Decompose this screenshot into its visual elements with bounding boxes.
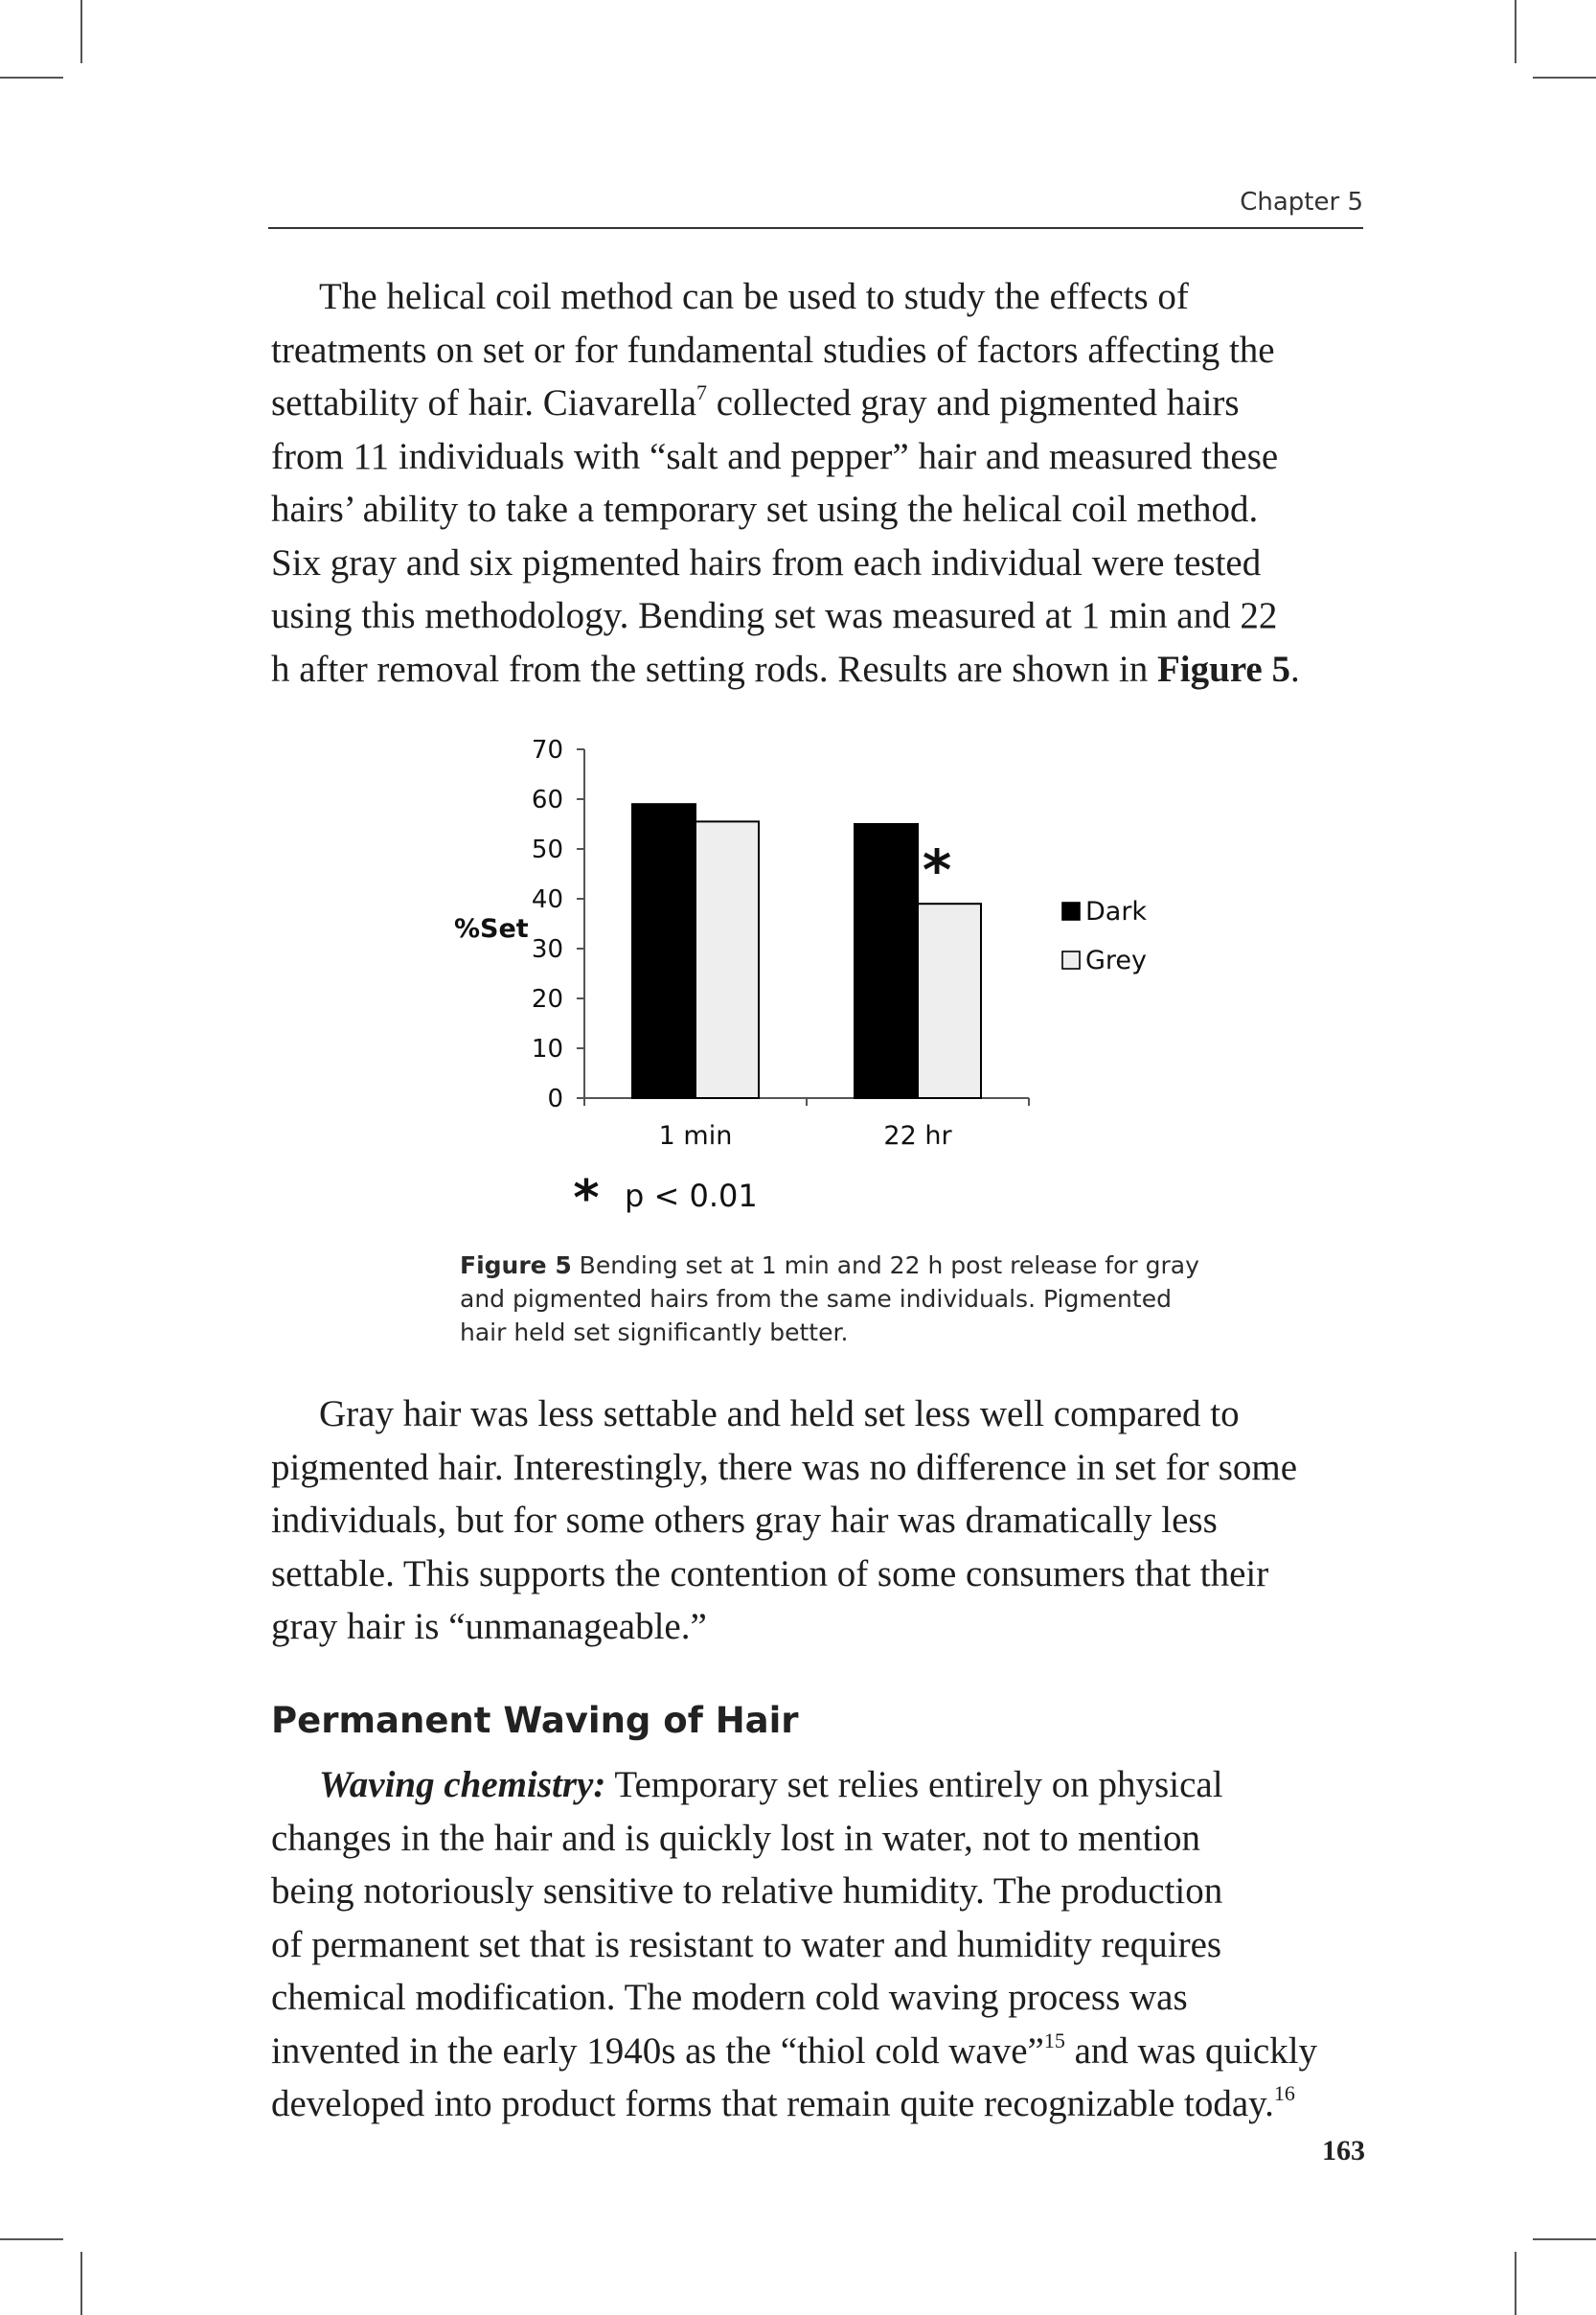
- crop-mark-top-left-horizontal: [0, 77, 63, 79]
- figure-reference: Figure 5: [1156, 648, 1290, 690]
- text-line: settable. This supports the contention of some consumers that their: [271, 1552, 1269, 1594]
- significance-marker: *: [922, 837, 952, 903]
- figure-5: [422, 719, 1188, 1246]
- legend-label-grey: Grey: [1085, 946, 1148, 975]
- crop-mark-bottom-left-horizontal: [0, 2238, 63, 2240]
- bar-dark-22-hr: [855, 824, 918, 1098]
- legend-swatch-dark: [1062, 903, 1080, 920]
- y-tick-label: 10: [531, 1035, 563, 1064]
- caption-line: Figure 5 Bending set at 1 min and 22 h post release for gray: [460, 1251, 1199, 1279]
- crop-mark-bottom-right-horizontal: [1533, 2238, 1596, 2240]
- legend-swatch-grey: [1062, 951, 1080, 969]
- y-tick-label: 70: [531, 736, 563, 765]
- paragraph-waving-chemistry: [271, 1758, 1368, 2131]
- text-line: hairs’ ability to take a temporary set using the helical coil method.: [271, 489, 1259, 530]
- x-tick-label: 22 hr: [883, 1121, 952, 1151]
- text-line: Waving chemistry: Temporary set relies entirely on physical: [319, 1764, 1223, 1805]
- legend-label-dark: Dark: [1085, 897, 1148, 927]
- running-head: Chapter 5: [1240, 188, 1363, 217]
- section-heading: Permanent Waving of Hair: [271, 1700, 799, 1741]
- text-line: h after removal from the setting rods. Results are shown in Figure 5.: [271, 648, 1300, 690]
- text-line: Six gray and six pigmented hairs from each individual were tested: [271, 541, 1262, 584]
- caption-label: Figure 5: [460, 1251, 572, 1279]
- caption-line: hair held set significantly better.: [460, 1318, 849, 1346]
- y-tick-label: 0: [547, 1085, 563, 1113]
- text-line: The helical coil method can be used to study the effects of: [319, 276, 1189, 317]
- text-line: individuals, but for some others gray hair was dramatically less: [271, 1500, 1218, 1541]
- crop-mark-bottom-right-vertical: [1515, 2252, 1516, 2315]
- significance-note-asterisk: *: [573, 1170, 600, 1227]
- bar-grey-1-min: [695, 821, 759, 1098]
- y-tick-label: 40: [531, 885, 563, 914]
- crop-mark-top-right-vertical: [1515, 0, 1516, 63]
- text-line: changes in the hair and is quickly lost in water, not to mention: [271, 1817, 1200, 1859]
- y-axis-label: %Set: [454, 914, 529, 944]
- paragraph-gray-hair: [271, 1387, 1368, 1654]
- text-line: using this methodology. Bending set was measured at 1 min and 22: [271, 595, 1278, 636]
- page-number: 163: [1322, 2135, 1365, 2166]
- y-tick-label: 50: [531, 836, 563, 864]
- caption-line: and pigmented hairs from the same individuals. Pigmented: [460, 1285, 1172, 1313]
- figure-caption: [460, 1249, 1199, 1349]
- text-line: gray hair is “unmanageable.”: [271, 1606, 707, 1647]
- x-tick-label: 1 min: [658, 1121, 733, 1151]
- text-line: treatments on set or for fundamental studies of factors affecting the: [271, 329, 1275, 371]
- text-line: pigmented hair. Interestingly, there was no difference in set for some: [271, 1446, 1298, 1488]
- text-line: from 11 individuals with “salt and pepper” hair and measured these: [271, 435, 1279, 477]
- y-tick-label: 60: [531, 786, 563, 814]
- y-tick-label: 30: [531, 935, 563, 964]
- citation-superscript: 7: [696, 380, 708, 404]
- text-line: invented in the early 1940s as the “thiol cold wave”$^{15}$ and was quickly: [271, 2028, 1318, 2072]
- significance-note: p < 0.01: [625, 1178, 758, 1214]
- bar-dark-1-min: [632, 804, 695, 1098]
- text-line: developed into product forms that remain quite recognizable today.$^{16}$: [271, 2081, 1295, 2124]
- y-tick-label: 20: [531, 985, 563, 1014]
- bar-chart: [422, 719, 1188, 1246]
- crop-mark-top-left-vertical: [80, 0, 82, 63]
- bar-grey-22-hr: [918, 904, 981, 1098]
- text-line: of permanent set that is resistant to water and humidity requires: [271, 1923, 1222, 1965]
- citation-superscript: 15: [1043, 2028, 1065, 2052]
- crop-mark-top-right-horizontal: [1533, 77, 1596, 79]
- citation-superscript: 16: [1273, 2081, 1295, 2105]
- text-line: settability of hair. Ciavarella$^7$ collected gray and pigmented hairs: [271, 380, 1240, 424]
- text-line: being notoriously sensitive to relative humidity. The production: [271, 1870, 1223, 1912]
- crop-mark-bottom-left-vertical: [80, 2252, 82, 2315]
- run-in-heading: Waving chemistry:: [319, 1764, 606, 1805]
- text-line: Gray hair was less settable and held set less well compared to: [319, 1393, 1240, 1434]
- paragraph-helical-coil: [271, 270, 1368, 696]
- header-rule: [268, 227, 1363, 229]
- text-line: chemical modification. The modern cold waving process was: [271, 1977, 1188, 2018]
